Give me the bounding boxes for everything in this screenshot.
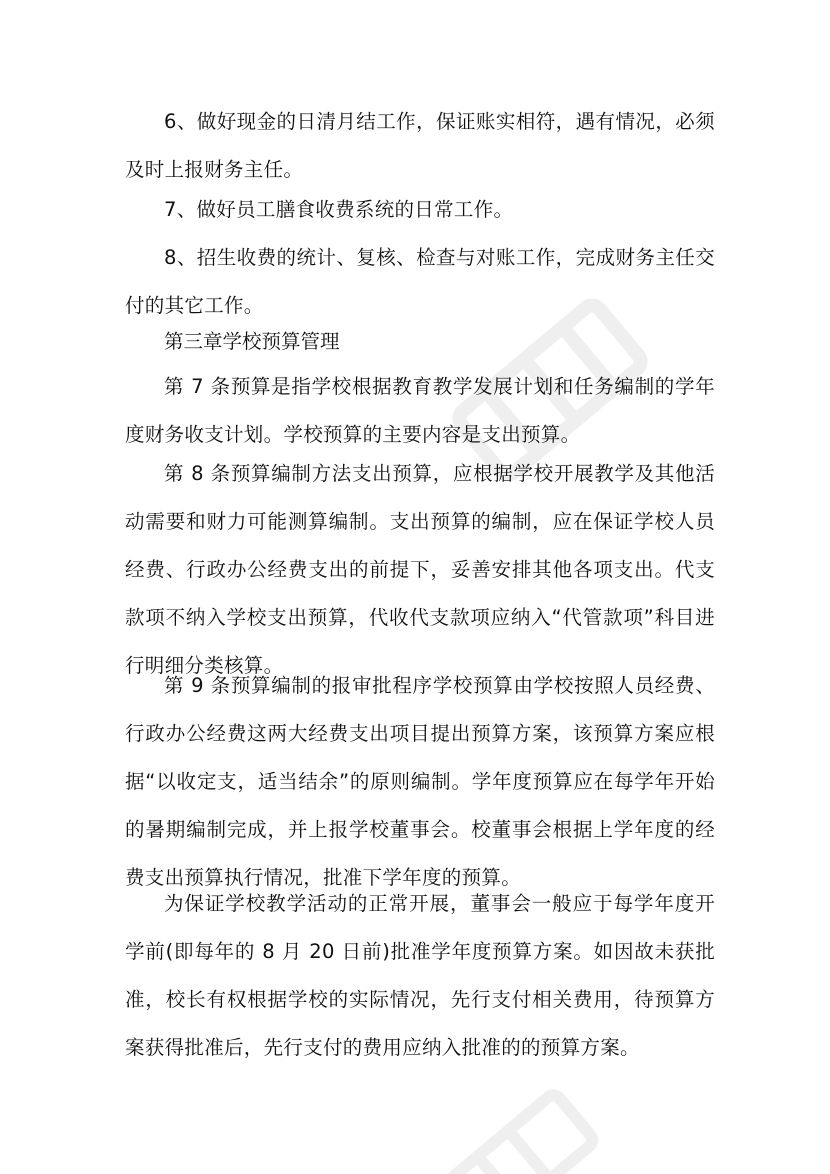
paragraph-budget-approval: 为保证学校教学活动的正常开展，董事会一般应于每学年度开学前(即每年的 8 月 20 日前)批准学年度预算方案。如因故未获批准，校长有权根据学校的实际情况，先行支付相关费用，待预算方案获得批准后，先行支付的费用应纳入批准的的预算方案。 [125, 892, 715, 1059]
paragraph-item-6: 6、做好现金的日清月结工作，保证账实相符，遇有情况，必须及时上报财务主任。 [125, 110, 715, 181]
paragraph-article-9: 第 9 条预算编制的报审批程序学校预算由学校按照人员经费、行政办公经费这两大经费支出项目提出预算方案，该预算方案应根据“以收定支，适当结余”的原则编制。学年度预算应在每学年开始的暑期编制完成，并上报学校董事会。校董事会根据上学年度的经费支出预算执行情况，批准下学年度的预算。 [125, 674, 715, 889]
paragraph-item-8: 8、招生收费的统计、复核、检查与对账工作，完成财务主任交付的其它工作。 [125, 246, 715, 317]
chapter-heading: 第三章学校预算管理 [164, 330, 340, 353]
paragraph-article-7: 第 7 条预算是指学校根据教育教学发展计划和任务编制的学年度财务收支计划。学校预算的主要内容是支出预算。 [125, 375, 715, 446]
paragraph-article-8: 第 8 条预算编制方法支出预算，应根据学校开展教学及其他活动需要和财力可能测算编制。支出预算的编制，应在保证学校人员经费、行政办公经费支出的前提下，妥善安排其他各项支出。代支款项不纳入学校支出预算，代收代支款项应纳入“代管款项”科目进行明细分类核算。 [125, 462, 715, 677]
paragraph-item-7: 7、做好员工膳食收费系统的日常工作。 [164, 198, 514, 221]
watermark-icon [420, 1060, 620, 1174]
